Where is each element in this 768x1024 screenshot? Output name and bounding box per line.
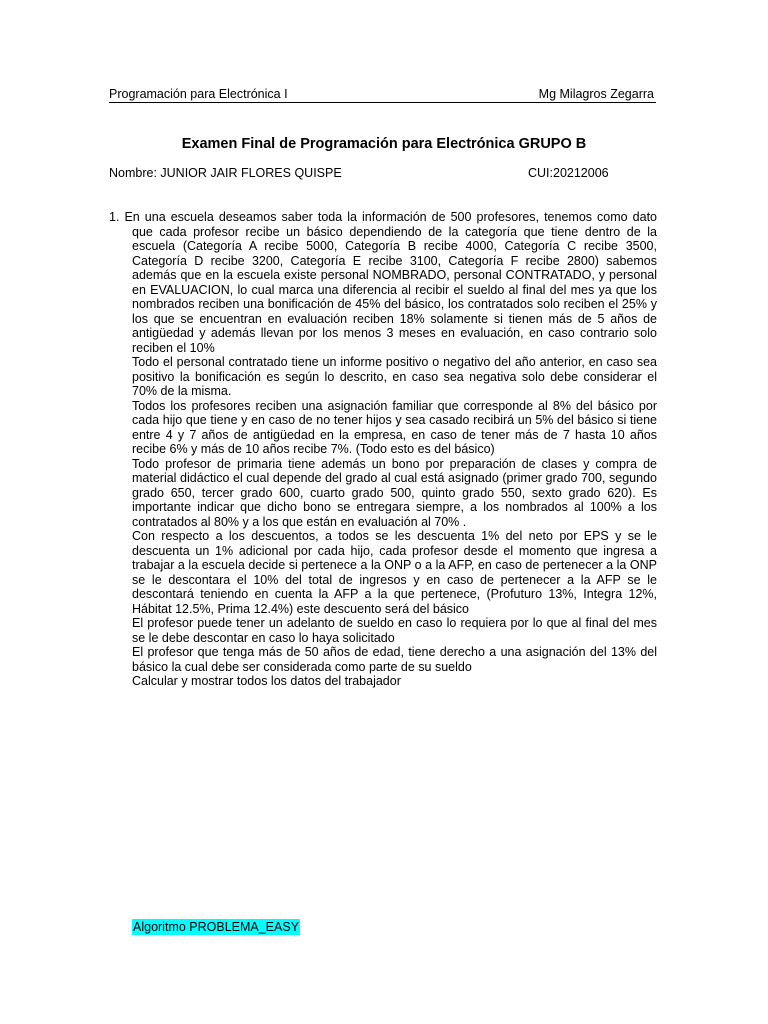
problem-paragraph: Todo profesor de primaria tiene además un bono por preparación de clases y compra de material didáctico el cual depende del grado al cual está asignado (primer grado 700, segundo grado 650, tercer grado 600, cuarto grado 500, quinto grado 550, sexto grado 620). Es importante indicar que dicho bono se entregara siempre, a los nombrados al 100% a los contratados al 80% y a los que están en evaluación al 70% . [132,456,657,529]
problem-paragraph: Con respecto a los descuentos, a todos se les descuenta 1% del neto por EPS y se le descuenta un 1% adicional por cada hijo, cada profesor desde el momento que ingresa a trabajar a la escuela decide si pertenece a la ONP o a la AFP, en caso de pertenecer a la ONP se le descontara el 10% del total de ingresos y en caso de pertenecer a la AFP se le descontará teniendo en cuenta la AFP a la que pertenece, (Profuturo 13%, Integra 12%, Hábitat 12.5%, Prima 12.4%) este descuento será del básico [132,529,657,616]
problem-statement [109,210,657,689]
problem-paragraph: Todo el personal contratado tiene un informe positivo o negativo del año anterior, en caso sea positivo la bonificación es según lo descrito, en caso sea negativa solo debe considerar el 70% de la misma. [132,355,657,398]
problem-paragraph: Calcular y mostrar todos los datos del trabajador [132,674,401,688]
teacher-name: Mg Milagros Zegarra [538,87,654,101]
student-name: Nombre: JUNIOR JAIR FLORES QUISPE [109,166,342,180]
course-name: Programación para Electrónica I [109,87,288,101]
student-cui: CUI:20212006 [528,166,609,180]
student-info [109,165,669,181]
exam-title: Examen Final de Programación para Electrónica GRUPO B [181,136,587,152]
problem-paragraph: Todos los profesores reciben una asignación familiar que corresponde al 8% del básico por cada hijo que tiene y en caso de no tener hijos y sea casado recibirá un 5% del básico si tiene entre 4 y 7 años de antigüedad en la empresa, en caso de tener más de 7 hasta 10 años recibe 6% y más de 10 años recibe 7%. (Todo esto es del básico) [132,398,657,456]
problem-paragraph: El profesor puede tener un adelanto de sueldo en caso lo requiera por lo que al final del mes se le debe descontar en caso lo haya solicitado [132,616,657,645]
page-header [109,86,656,103]
algorithm-label: Algoritmo PROBLEMA_EASY [133,920,300,934]
problem-paragraph: El profesor que tenga más de 50 años de edad, tiene derecho a una asignación del 13% del básico la cual debe ser considerada como parte de su sueldo [132,645,657,674]
problem-paragraph: 1. En una escuela deseamos saber toda la información de 500 profesores, tenemos como dato que cada profesor recibe un básico dependiendo de la categoría que tiene dentro de la escuela (Categoría A recibe 5000, Categoría B recibe 4000, Categoría C recibe 3500, Categoría D recibe 3200, Categoría E recibe 3100, Categoría F recibe 2800) sabemos además que en la escuela existe personal NOMBRADO, personal CONTRATADO, y personal en EVALUACION, lo cual marca una diferencia al recibir el sueldo al final del mes ya que los nombrados reciben una bonificación de 45% del básico, los contratados solo reciben el 25% y los que se encuentran en evaluación reciben 18% solamente si tienen más de 5 años de antigüedad y además llevan por los menos 3 meses en evaluación, en caso contrario solo reciben el 10% [109,210,657,355]
